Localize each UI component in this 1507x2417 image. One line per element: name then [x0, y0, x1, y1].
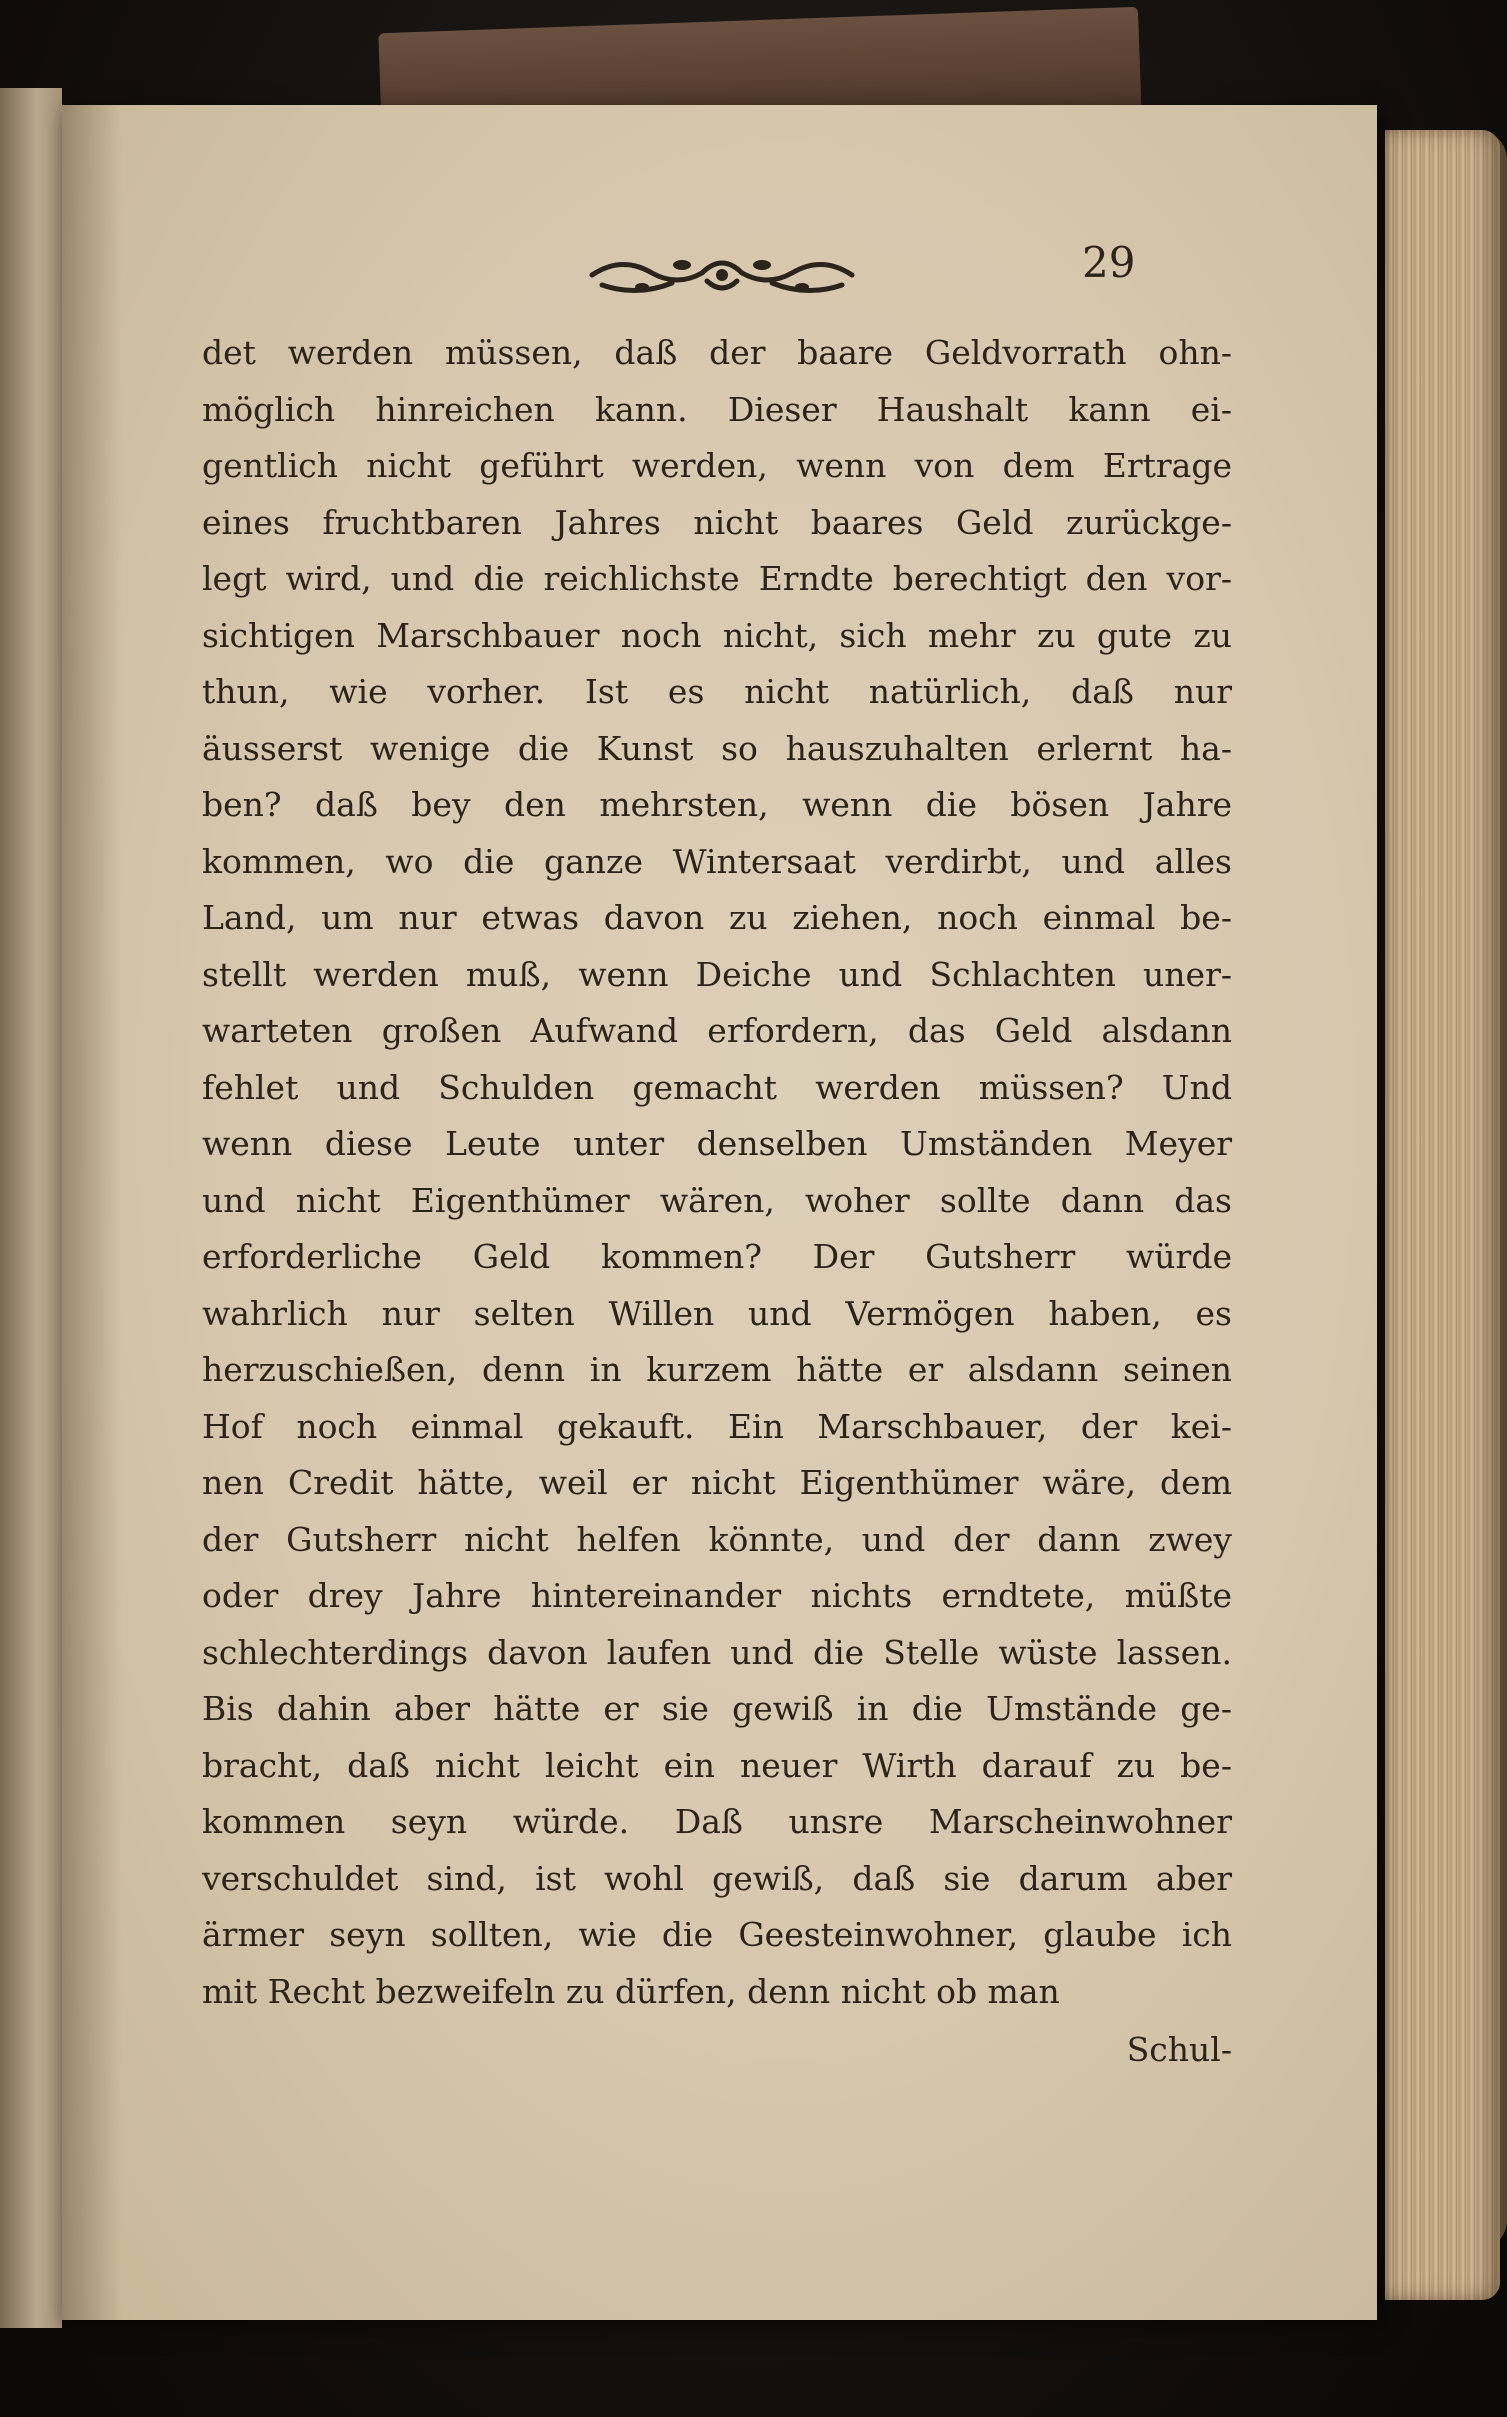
text-line: der Gutsherr nicht helfen könnte, und der dann zwey [202, 1519, 1232, 1559]
text-line: ärmer seyn sollten, wie die Geesteinwohner, glaube ich [202, 1915, 1232, 1954]
text-line: fehlet und Schulden gemacht werden müssen? Und [202, 1067, 1232, 1107]
text-line: bracht, daß nicht leicht ein neuer Wirth darauf zu be- [202, 1745, 1232, 1785]
page-gutter-shadow [62, 105, 122, 2320]
text-line: Hof noch einmal gekauft. Ein Marschbauer, der kei- [202, 1406, 1232, 1446]
text-line: mit Recht bezweifeln zu dürfen, denn nicht ob man [202, 1971, 1060, 2011]
text-line: Land, um nur etwas davon zu ziehen, noch einmal be- [202, 898, 1232, 937]
text-line: wahrlich nur selten Willen und Vermögen haben, es [202, 1293, 1232, 1333]
facing-page-edge [0, 88, 62, 2328]
text-line: nen Credit hätte, weil er nicht Eigenthümer wäre, dem [202, 1463, 1232, 1502]
text-line: legt wird, und die reichlichste Erndte berechtigt den vor- [202, 559, 1232, 598]
text-line: warteten großen Aufwand erfordern, das Geld alsdann [202, 1011, 1232, 1050]
catchword: Schul- [1126, 2030, 1232, 2069]
text-line: eines fruchtbaren Jahres nicht baares Geld zurückge- [202, 502, 1232, 542]
text-line: det werden müssen, daß der baare Geldvorrath ohn- [202, 333, 1232, 372]
body-text [202, 325, 1232, 2020]
ornament-icon [582, 235, 862, 315]
text-line: kommen seyn würde. Daß unsre Marscheinwohner [202, 1802, 1232, 1841]
text-line: herzuschießen, denn in kurzem hätte er alsdann seinen [202, 1350, 1232, 1389]
text-line: kommen, wo die ganze Wintersaat verdirbt, und alles [202, 841, 1232, 881]
text-line: äusserst wenige die Kunst so hauszuhalten erlernt ha- [202, 728, 1232, 768]
page-number: 29 [1082, 238, 1136, 287]
text-line: Bis dahin aber hätte er sie gewiß in die Umstände ge- [202, 1689, 1232, 1728]
book-page [62, 105, 1377, 2320]
text-line: möglich hinreichen kann. Dieser Haushalt kann ei- [202, 389, 1232, 429]
text-line: und nicht Eigenthümer wären, woher sollte dann das [202, 1180, 1232, 1220]
text-line: erforderliche Geld kommen? Der Gutsherr würde [202, 1237, 1232, 1276]
text-line: schlechterdings davon laufen und die Stelle wüste lassen. [202, 1632, 1232, 1672]
text-line: verschuldet sind, ist wohl gewiß, daß sie darum aber [202, 1858, 1232, 1898]
page-stack-edge [1385, 130, 1500, 2300]
text-line: thun, wie vorher. Ist es nicht natürlich, daß nur [202, 672, 1232, 711]
text-line: wenn diese Leute unter denselben Umständen Meyer [202, 1124, 1232, 1163]
text-line: sichtigen Marschbauer noch nicht, sich mehr zu gute zu [202, 615, 1232, 655]
text-line: gentlich nicht geführt werden, wenn von dem Ertrage [202, 446, 1232, 485]
text-line: ben? daß bey den mehrsten, wenn die bösen Jahre [202, 785, 1232, 824]
text-line: oder drey Jahre hintereinander nichts erndtete, müßte [202, 1576, 1232, 1615]
text-line: stellt werden muß, wenn Deiche und Schlachten uner- [202, 954, 1232, 994]
